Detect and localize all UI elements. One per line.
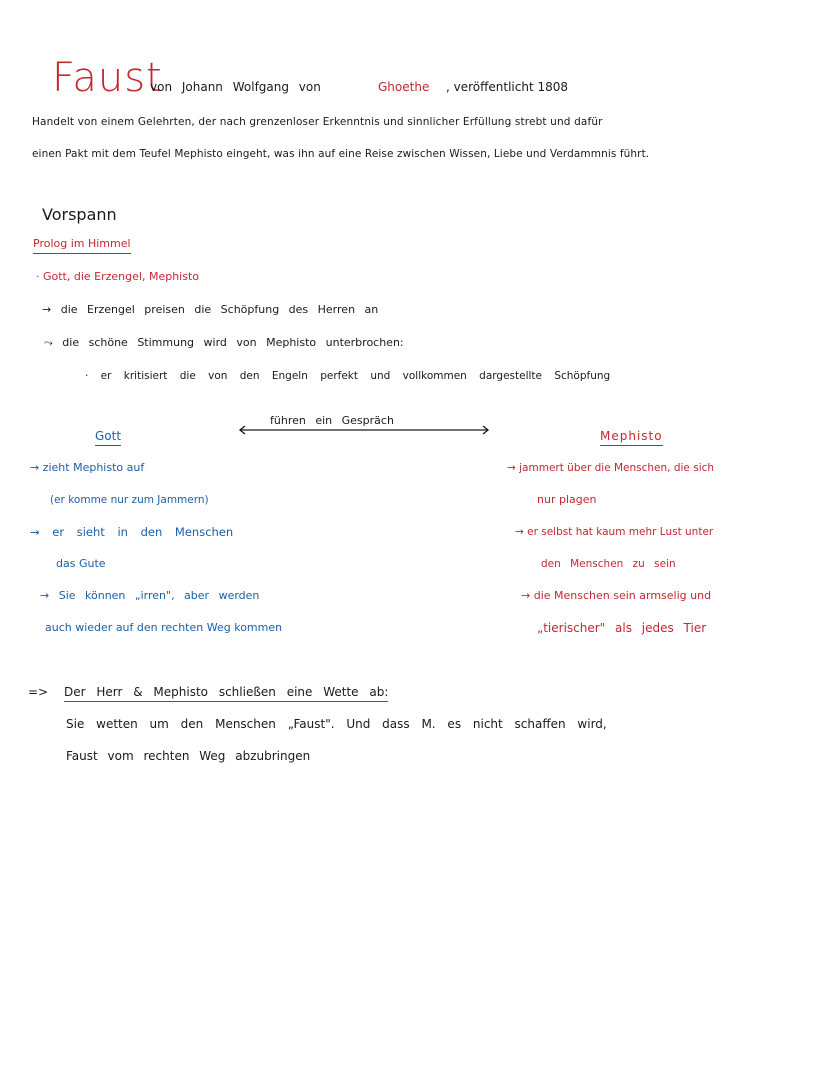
mephisto-line: „tierischer" als jedes Tier [537, 621, 707, 635]
mephisto-line: → jammert über die Menschen, die sich [507, 462, 715, 474]
gott-line: (er komme nur zum Jammern) [50, 494, 209, 506]
page-title: Faust [52, 55, 163, 101]
published-year: , veröffentlicht 1808 [446, 80, 569, 94]
author-prefix: von Johann Wolfgang von [150, 80, 321, 94]
conclusion-heading: Der Herr & Mephisto schließen eine Wette ab: [64, 684, 388, 702]
section-heading: Vorspann [42, 205, 117, 224]
conclusion-arrow: => [28, 685, 49, 699]
summary-line: einen Pakt mit dem Teufel Mephisto eingeht, was ihn auf eine Reise zwischen Wissen, Liebe und Verdammnis führt. [32, 148, 650, 160]
summary-line: Handelt von einem Gelehrten, der nach grenzenloser Erkenntnis und sinnlicher Erfüllung strebt und dafür [32, 116, 603, 128]
gott-line: → Sie können „irren", aber werden [40, 589, 260, 602]
mephisto-line: → die Menschen sein armselig und [521, 589, 712, 602]
mephisto-line: nur plagen [537, 493, 597, 506]
gott-line: auch wieder auf den rechten Weg kommen [45, 621, 283, 634]
mephisto-line: → er selbst hat kaum mehr Lust unter [515, 526, 714, 538]
gott-line: → zieht Mephisto auf [30, 461, 145, 474]
conclusion-line: Sie wetten um den Menschen „Faust". Und dass M. es nicht schaffen wird, [66, 717, 607, 731]
prolog-point: ⤳ die schöne Stimmung wird von Mephisto unterbrochen: [44, 336, 404, 349]
gott-line: → er sieht in den Menschen [30, 525, 234, 539]
double-arrow-icon [238, 425, 490, 435]
gott-heading: Gott [95, 428, 121, 446]
author-name: Ghoethe [378, 80, 430, 94]
dialogue-label: führen ein Gespräch [270, 414, 394, 427]
prolog-point: → die Erzengel preisen die Schöpfung des Herren an [42, 303, 379, 316]
gott-line: das Gute [56, 557, 106, 570]
characters-list: · Gott, die Erzengel, Mephisto [36, 270, 199, 283]
conclusion-line: Faust vom rechten Weg abzubringen [66, 749, 311, 763]
mephisto-line: den Menschen zu sein [541, 558, 676, 570]
mephisto-heading: Mephisto [600, 428, 663, 446]
section-subheading: Prolog im Himmel [33, 236, 131, 254]
prolog-point: · er kritisiert die von den Engeln perfekt und vollkommen dargestellte Schöpfung [85, 370, 611, 382]
